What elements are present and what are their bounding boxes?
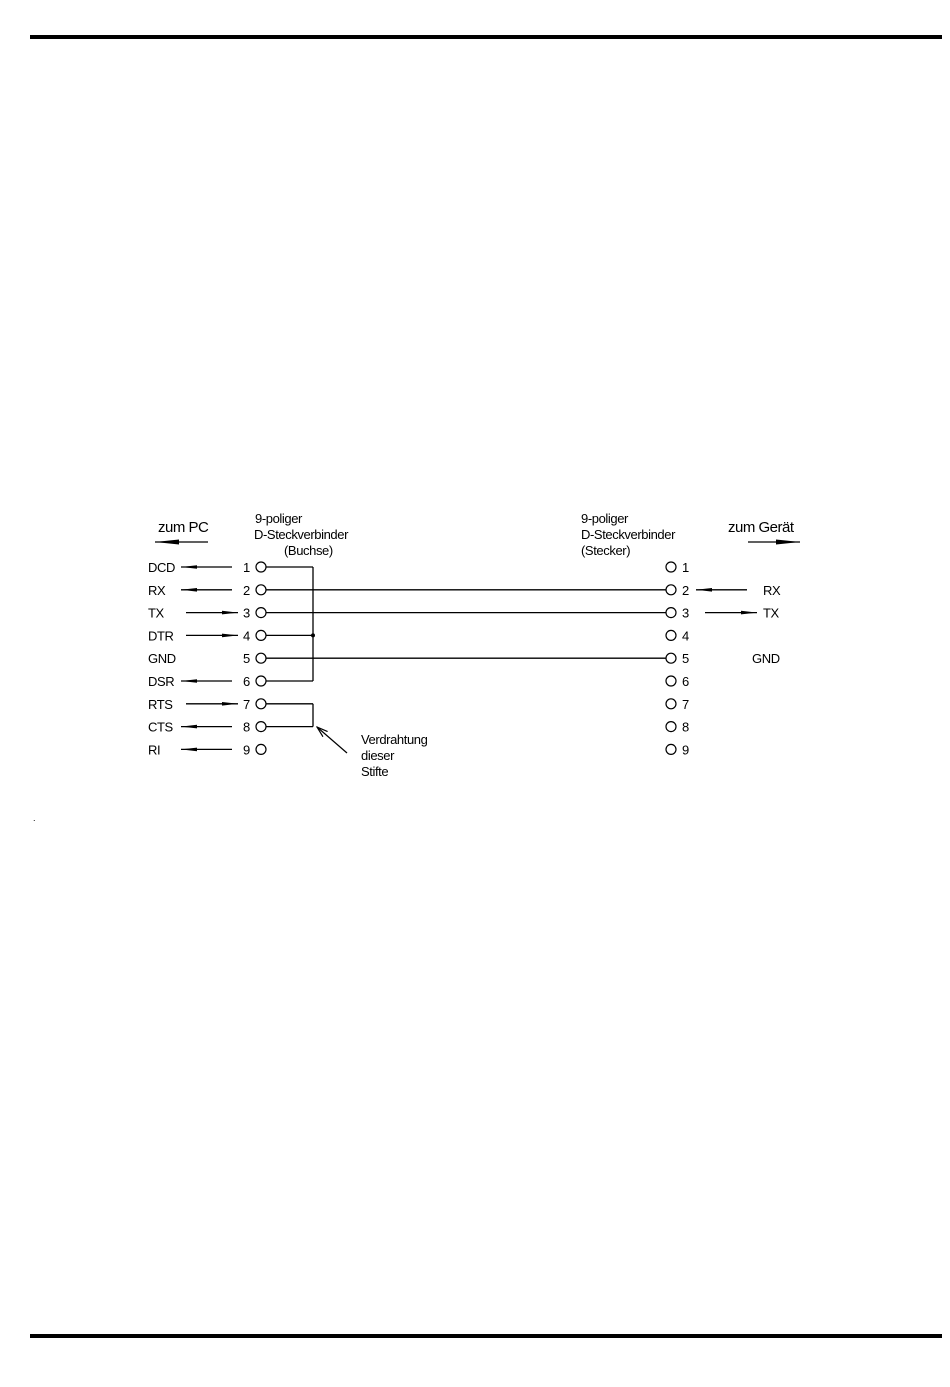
right-pin-1-circle [666,562,676,572]
left-pin-number-2: 2 [243,582,250,598]
left-pin-number-5: 5 [243,651,250,667]
left-connector-line-3: (Buchse) [284,543,333,558]
left-pin-7-circle [256,699,266,709]
right-connector-line-1: 9-poliger [581,511,628,526]
left-pin-8-circle [256,722,266,732]
right-pin-4-circle [666,630,676,640]
left-pin-6-circle [256,676,266,686]
to-device-label: zum Gerät [728,519,794,536]
left-pin-3-circle [256,608,266,618]
left-signal-tx: TX [148,605,164,621]
right-pin-7-circle [666,699,676,709]
left-pin-number-4: 4 [243,628,250,644]
left-signal-dcd: DCD [148,560,175,575]
right-connector-line-2: D-Steckverbinder [581,527,676,542]
left-signal-rts: RTS [148,696,173,712]
left-pin-number-6: 6 [243,674,250,689]
left-signal-gnd: GND [148,651,176,667]
note-line-3: Stifte [361,764,389,779]
right-pin-number-6: 6 [682,674,689,689]
right-pin-number-8: 8 [682,719,689,735]
right-pin-number-5: 5 [682,651,689,667]
right-pin-number-3: 3 [682,605,689,621]
left-signal-ri: RI [148,742,161,758]
note-arrow [317,727,347,753]
pin-layer [148,560,781,757]
left-pin-number-3: 3 [243,605,250,621]
left-pin-4-circle [256,630,266,640]
right-pin-number-2: 2 [682,582,689,598]
to-pc-label: zum PC [158,519,209,536]
right-pin-number-1: 1 [682,560,689,575]
right-pin-number-4: 4 [682,628,689,644]
left-signal-rx: RX [148,582,166,598]
left-pin-5-circle [256,653,266,663]
right-pin-6-circle [666,676,676,686]
right-pin-number-7: 7 [682,696,689,712]
right-pin-8-circle [666,722,676,732]
left-pin-1-circle [256,562,266,572]
left-signal-cts: CTS [148,719,173,735]
left-pin-number-7: 7 [243,696,250,712]
footer-mark: . [33,813,36,823]
left-signal-dsr: DSR [148,674,175,689]
bridge-0-junction-dot [311,633,315,637]
right-pin-5-circle [666,653,676,663]
right-signal-gnd: GND [752,651,780,667]
right-pin-2-circle [666,585,676,595]
note-line-1: Verdrahtung [361,732,428,747]
note-line-2: dieser [361,748,395,763]
left-connector-line-2: D-Steckverbinder [254,527,349,542]
left-pin-number-8: 8 [243,719,250,735]
right-signal-rx: RX [763,582,781,598]
right-connector-line-3: (Stecker) [581,543,631,558]
right-signal-tx: TX [763,605,779,621]
right-pin-9-circle [666,744,676,754]
left-pin-2-circle [256,585,266,595]
right-pin-3-circle [666,608,676,618]
left-pin-number-1: 1 [243,560,250,575]
right-pin-number-9: 9 [682,742,689,758]
left-pin-9-circle [256,744,266,754]
left-pin-number-9: 9 [243,742,250,758]
left-connector-line-1: 9-poliger [255,511,302,526]
left-signal-dtr: DTR [148,628,174,644]
